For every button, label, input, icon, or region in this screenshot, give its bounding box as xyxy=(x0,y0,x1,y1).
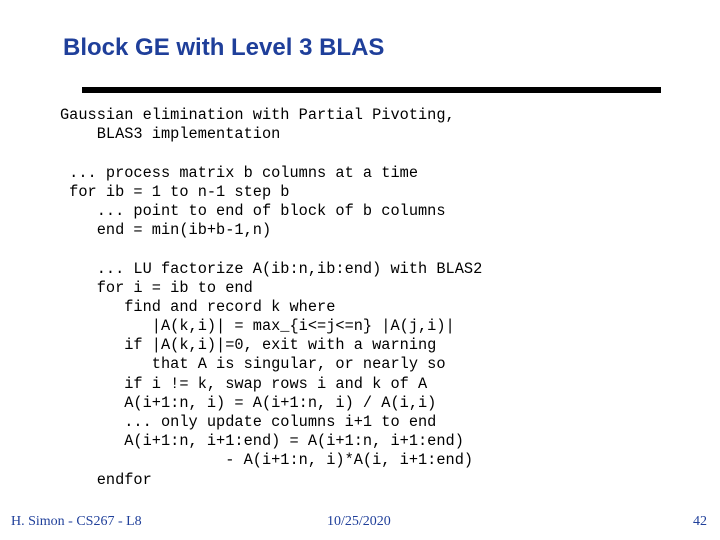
code-line: - A(i+1:n, i)*A(i, i+1:end) xyxy=(60,451,474,470)
code-line: A(i+1:n, i+1:end) = A(i+1:n, i+1:end) xyxy=(60,432,464,451)
footer-author: H. Simon - CS267 - L8 xyxy=(11,514,142,529)
code-block xyxy=(60,106,482,490)
code-line: ... only update columns i+1 to end xyxy=(60,413,437,431)
code-line: A(i+1:n, i) = A(i+1:n, i) / A(i,i) xyxy=(60,393,437,412)
code-line: that A is singular, or nearly so xyxy=(60,355,446,374)
slide-title: Block GE with Level 3 BLAS xyxy=(63,34,385,61)
code-line: endfor xyxy=(60,470,152,489)
code-line: BLAS3 implementation xyxy=(60,125,281,144)
code-line: |A(k,i)| = max_{i<=j<=n} |A(j,i)| xyxy=(60,317,455,336)
code-line: Gaussian elimination with Partial Pivoting, xyxy=(60,106,455,124)
footer-page-number: 42 xyxy=(693,514,707,529)
code-line: for ib = 1 to n-1 step b xyxy=(60,182,290,201)
code-line: ... process matrix b columns at a time xyxy=(60,163,419,182)
code-line: find and record k where xyxy=(60,297,336,316)
code-line xyxy=(60,240,482,259)
code-line: ... LU factorize A(ib:n,ib:end) with BLAS2 xyxy=(60,259,483,278)
code-line: if i != k, swap rows i and k of A xyxy=(60,374,428,393)
code-line xyxy=(60,144,482,163)
footer-date: 10/25/2020 xyxy=(327,514,391,529)
code-line: for i = ib to end xyxy=(60,278,253,297)
code-line: end = min(ib+b-1,n) xyxy=(60,221,272,240)
title-divider xyxy=(82,87,661,93)
code-line: if |A(k,i)|=0, exit with a warning xyxy=(60,336,437,355)
code-line: ... point to end of block of b columns xyxy=(60,201,446,220)
